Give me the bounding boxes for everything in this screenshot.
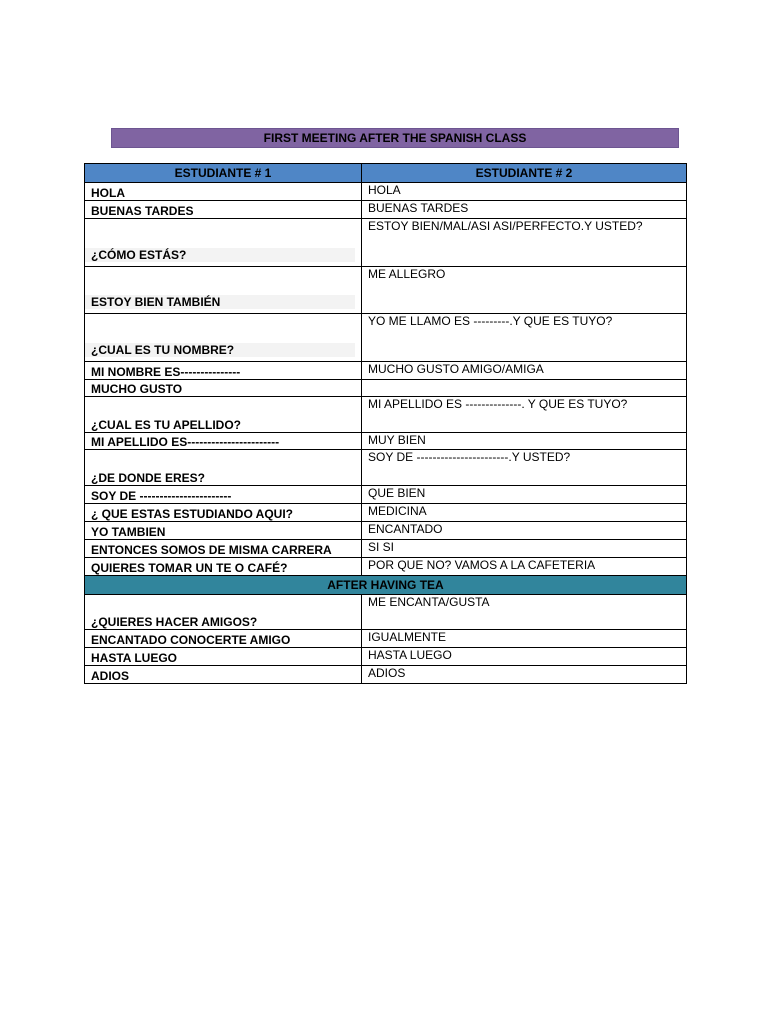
- student-1-line: SOY DE -----------------------: [85, 486, 362, 504]
- student-1-line: MUCHO GUSTO: [85, 380, 362, 397]
- student-1-line: HOLA: [85, 183, 362, 201]
- document-title-text: FIRST MEETING AFTER THE SPANISH CLASS: [263, 131, 527, 145]
- student-1-line: ADIOS: [85, 666, 362, 684]
- student-2-line: ENCANTADO: [362, 522, 687, 540]
- student-2-line: IGUALMENTE: [362, 630, 687, 648]
- student-1-line: ENCANTADO CONOCERTE AMIGO: [85, 630, 362, 648]
- table-row: [85, 666, 687, 684]
- student-1-line: ¿CUAL ES TU APELLIDO?: [85, 397, 362, 433]
- student-1-line: YO TAMBIEN: [85, 522, 362, 540]
- student-1-line: MI APELLIDO ES-----------------------: [85, 433, 362, 450]
- student-1-cell: [85, 314, 362, 362]
- student-1-line: ¿CUAL ES TU NOMBRE?: [85, 343, 355, 357]
- table-row: [85, 504, 687, 522]
- table-row: [85, 522, 687, 540]
- table-row: [85, 486, 687, 504]
- student-2-line: QUE BIEN: [362, 486, 687, 504]
- student-2-line: YO ME LLAMO ES ---------.Y QUE ES TUYO?: [362, 314, 687, 362]
- section-title: AFTER HAVING TEA: [85, 576, 687, 595]
- table-row: [85, 433, 687, 450]
- column-header-student-2: ESTUDIANTE # 2: [362, 164, 687, 183]
- student-2-line: SI SI: [362, 540, 687, 558]
- table-row: [85, 201, 687, 219]
- table-row: [85, 362, 687, 380]
- table-row: [85, 595, 687, 630]
- student-2-line: MUCHO GUSTO AMIGO/AMIGA: [362, 362, 687, 380]
- student-2-line: ESTOY BIEN/MAL/ASI ASI/PERFECTO.Y USTED?: [362, 219, 687, 267]
- student-2-line: SOY DE -----------------------.Y USTED?: [362, 450, 687, 486]
- table-row: [85, 648, 687, 666]
- student-1-line: ¿ QUE ESTAS ESTUDIANDO AQUI?: [85, 504, 362, 522]
- student-2-line: POR QUE NO? VAMOS A LA CAFETERIA: [362, 558, 687, 576]
- section-header-row: [85, 576, 687, 595]
- student-2-line: ADIOS: [362, 666, 687, 684]
- student-2-line: HOLA: [362, 183, 687, 201]
- student-1-cell: [85, 267, 362, 314]
- table-row: [85, 183, 687, 201]
- student-1-line: BUENAS TARDES: [85, 201, 362, 219]
- table-row: [85, 558, 687, 576]
- table-row: [85, 397, 687, 433]
- student-2-line: MEDICINA: [362, 504, 687, 522]
- column-header-student-1: ESTUDIANTE # 1: [85, 164, 362, 183]
- table-row: [85, 450, 687, 486]
- dialogue-table: [84, 163, 687, 684]
- student-1-line: ¿CÓMO ESTÁS?: [85, 248, 355, 262]
- student-2-line: ME ENCANTA/GUSTA: [362, 595, 687, 630]
- student-2-line: [362, 380, 687, 397]
- table-row: [85, 540, 687, 558]
- student-2-line: BUENAS TARDES: [362, 201, 687, 219]
- student-2-line: ME ALLEGRO: [362, 267, 687, 314]
- table-row: [85, 314, 687, 362]
- student-1-line: HASTA LUEGO: [85, 648, 362, 666]
- student-1-line: ¿QUIERES HACER AMIGOS?: [85, 595, 362, 630]
- student-1-cell: [85, 219, 362, 267]
- student-1-line: QUIERES TOMAR UN TE O CAFÉ?: [85, 558, 362, 576]
- student-1-line: ESTOY BIEN TAMBIÉN: [85, 295, 355, 309]
- table-row: [85, 630, 687, 648]
- document-title: [111, 128, 679, 148]
- student-2-line: MI APELLIDO ES --------------. Y QUE ES TUYO?: [362, 397, 687, 433]
- student-1-line: MI NOMBRE ES---------------: [85, 362, 362, 380]
- student-1-line: ¿DE DONDE ERES?: [85, 450, 362, 486]
- student-2-line: HASTA LUEGO: [362, 648, 687, 666]
- table-row: [85, 267, 687, 314]
- table-header-row: [85, 164, 687, 183]
- student-1-line: ENTONCES SOMOS DE MISMA CARRERA: [85, 540, 362, 558]
- table-row: [85, 380, 687, 397]
- student-2-line: MUY BIEN: [362, 433, 687, 450]
- table-row: [85, 219, 687, 267]
